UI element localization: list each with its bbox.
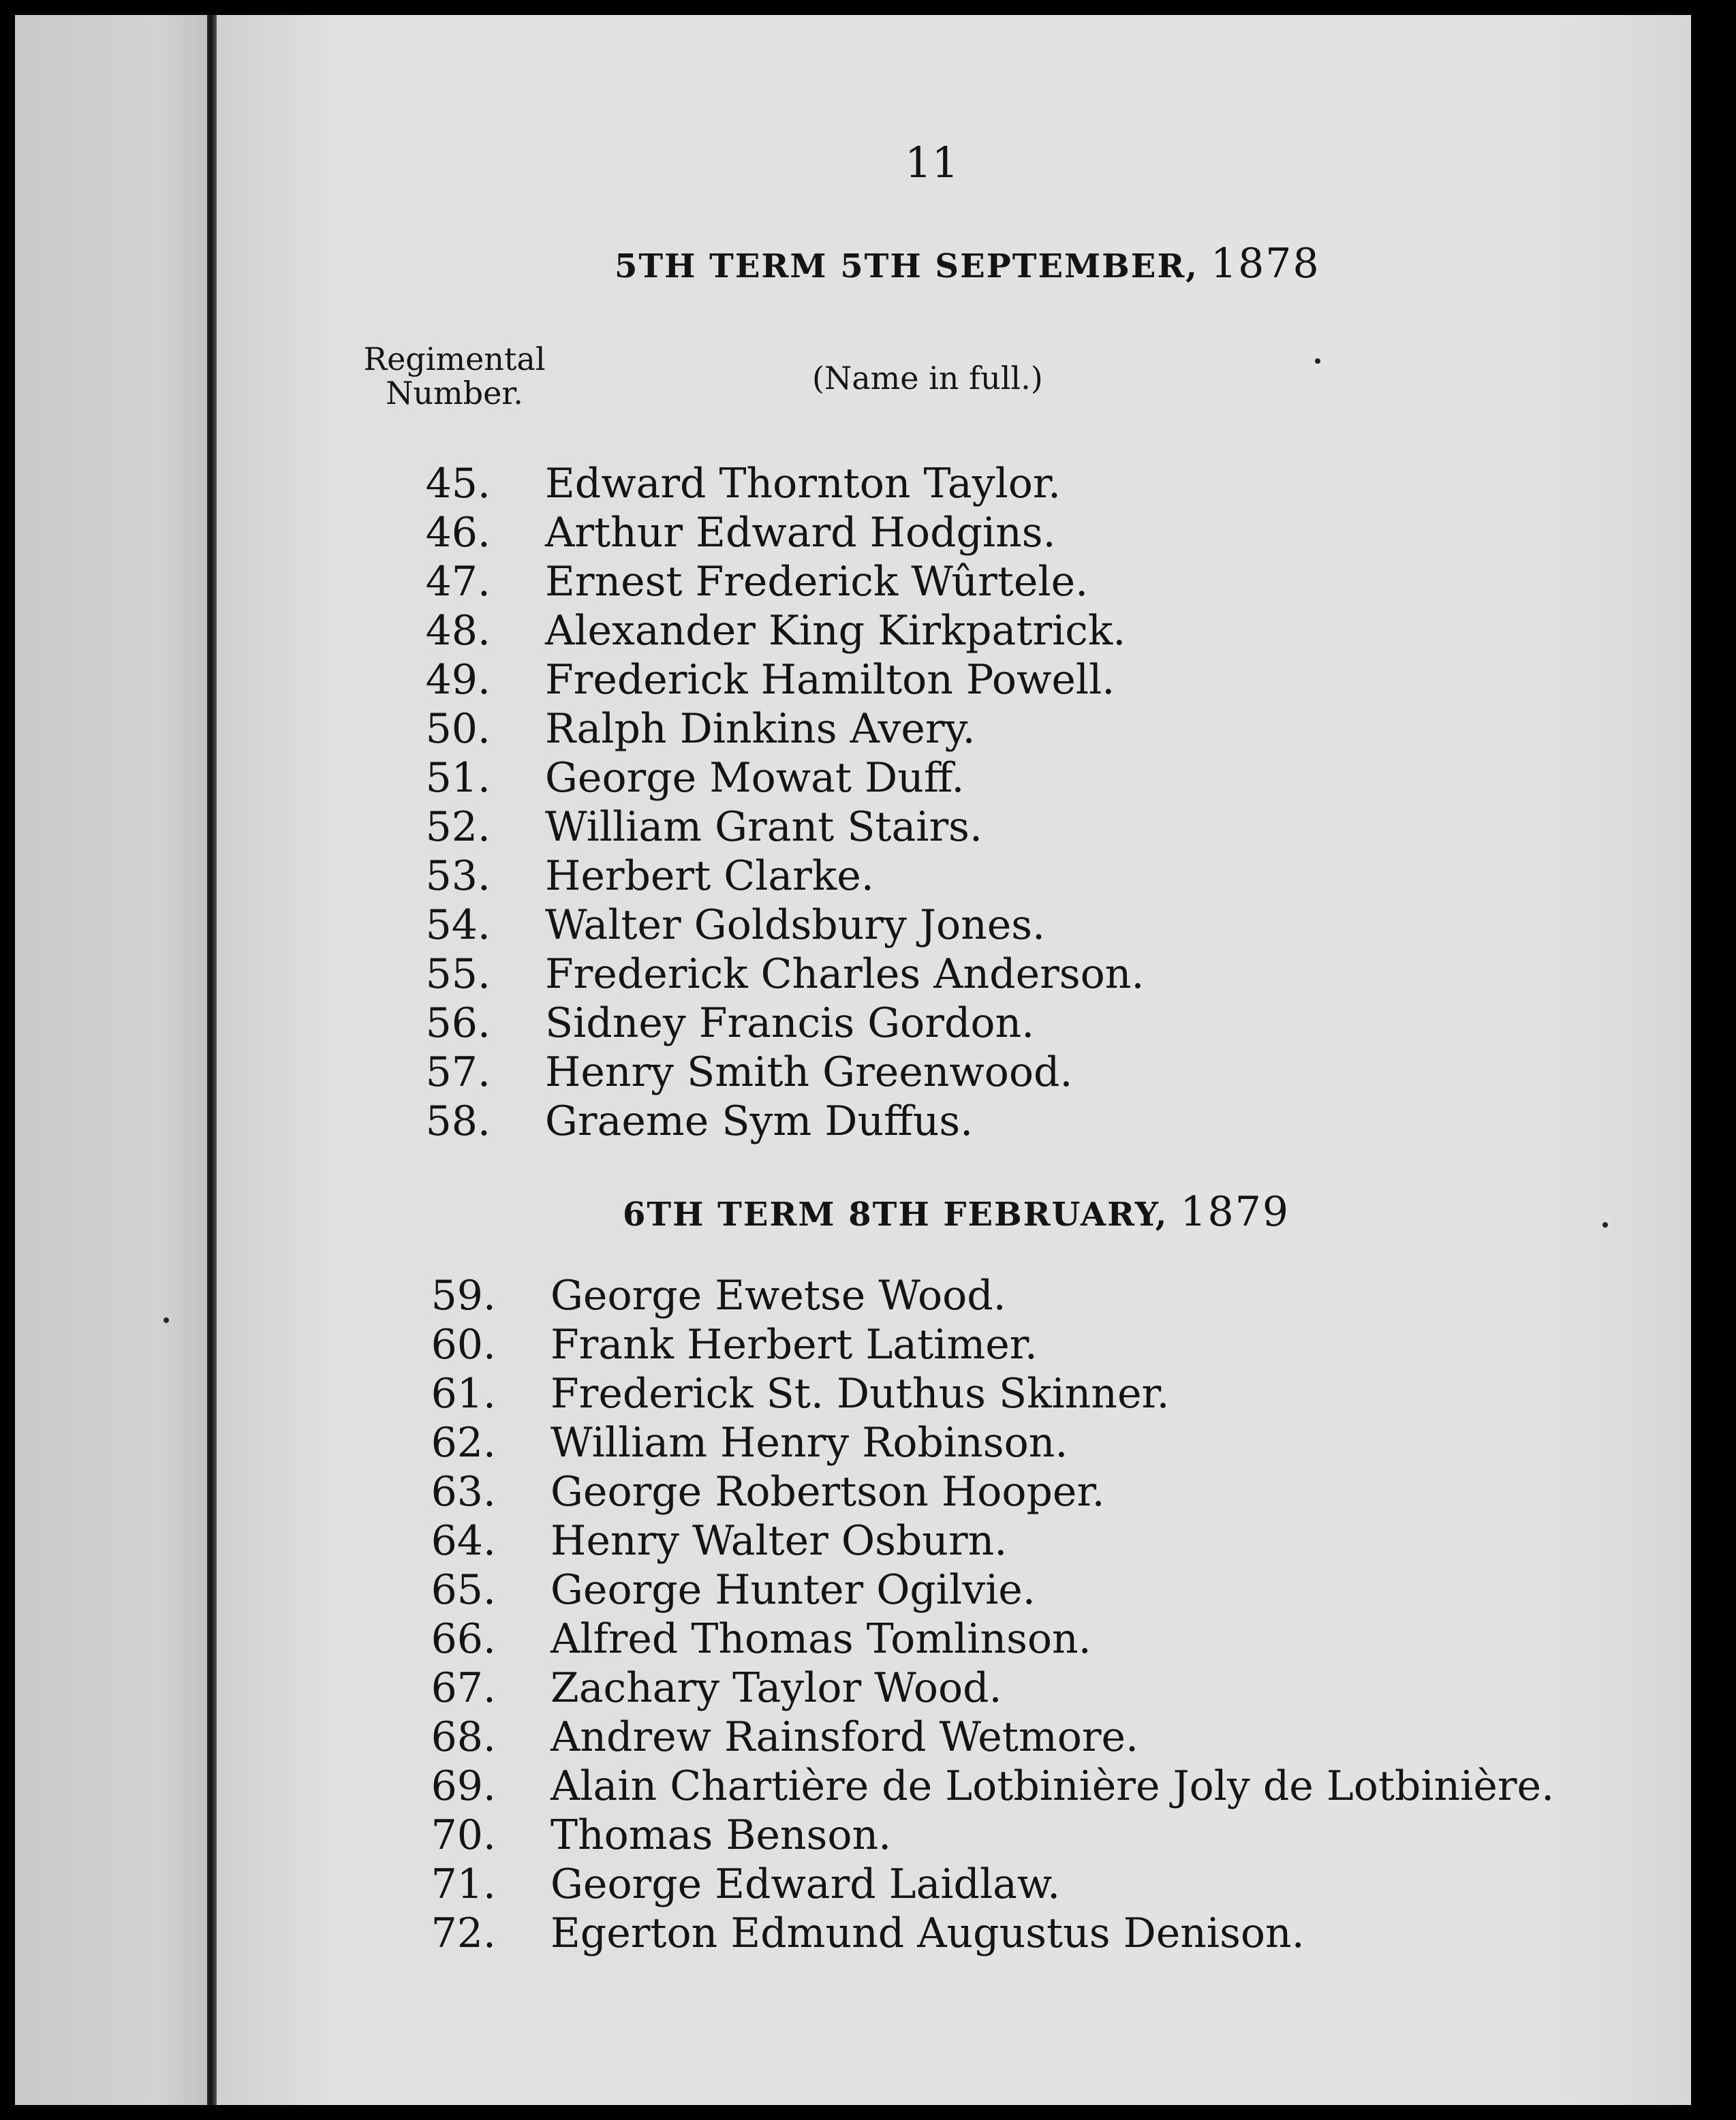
- book-gutter: [207, 15, 217, 2105]
- cadet-name: Henry Walter Osburn.: [551, 1517, 1008, 1565]
- regimental-number: 52.: [425, 803, 491, 851]
- cadet-name: Zachary Taylor Wood.: [551, 1664, 1002, 1712]
- regimental-number: 71.: [431, 1860, 496, 1908]
- regimental-number: 61.: [431, 1370, 496, 1418]
- regimental-number: 54.: [425, 901, 491, 949]
- cadet-name: William Grant Stairs.: [545, 803, 983, 851]
- regimental-number: 72.: [431, 1909, 496, 1957]
- paper-speck: [1602, 1222, 1608, 1228]
- cadet-name: Frederick St. Duthus Skinner.: [551, 1370, 1170, 1418]
- cadet-name: Frank Herbert Latimer.: [551, 1321, 1038, 1369]
- cadet-name: Henry Smith Greenwood.: [545, 1048, 1073, 1096]
- cadet-name: Ralph Dinkins Avery.: [545, 705, 976, 753]
- cadet-name: Herbert Clarke.: [545, 852, 874, 900]
- left-page-edge: [15, 15, 217, 2105]
- regimental-number: 51.: [425, 754, 491, 802]
- cadet-name: Edward Thornton Taylor.: [545, 460, 1061, 508]
- regimental-number: 63.: [431, 1468, 496, 1516]
- cadet-name: Walter Goldsbury Jones.: [545, 901, 1046, 949]
- cadet-name: George Robertson Hooper.: [551, 1468, 1105, 1516]
- cadet-name: Graeme Sym Duffus.: [545, 1097, 974, 1145]
- regimental-number: 57.: [425, 1048, 491, 1096]
- section-heading-5th-term: [615, 240, 1320, 287]
- cadet-name: Alfred Thomas Tomlinson.: [551, 1615, 1091, 1663]
- cadet-name: Sidney Francis Gordon.: [545, 999, 1035, 1047]
- cadet-name: Arthur Edward Hodgins.: [545, 509, 1056, 557]
- cadet-name: Alain Chartière de Lotbinière Joly de Lotbinière.: [551, 1762, 1555, 1810]
- regimental-number: 47.: [425, 558, 491, 606]
- scanned-page: [15, 15, 1691, 2105]
- regimental-number: 60.: [431, 1321, 496, 1369]
- regimental-number: 67.: [431, 1664, 496, 1712]
- cadet-name: Frederick Charles Anderson.: [545, 950, 1145, 998]
- name-column-header: (Name in full.): [812, 360, 1043, 396]
- section-heading-text: 6TH TERM 8TH FEBRUARY,: [623, 1196, 1168, 1234]
- cadet-name: Egerton Edmund Augustus Denison.: [551, 1909, 1305, 1957]
- cadet-name: George Mowat Duff.: [545, 754, 965, 802]
- section-year: 1879: [1180, 1188, 1290, 1236]
- cadet-name: George Ewetse Wood.: [551, 1272, 1006, 1320]
- paper-speck: [164, 1318, 169, 1323]
- cadet-name: Ernest Frederick Wûrtele.: [545, 558, 1089, 606]
- regimental-number: 59.: [431, 1272, 496, 1320]
- regimental-number: 55.: [425, 950, 491, 998]
- regimental-number: 53.: [425, 852, 491, 900]
- regimental-number: 62.: [431, 1419, 496, 1467]
- section-year: 1878: [1210, 240, 1320, 287]
- section-heading-text: 5TH TERM 5TH SEPTEMBER,: [615, 247, 1198, 285]
- regimental-number: 70.: [431, 1811, 496, 1859]
- regimental-number: 69.: [431, 1762, 496, 1810]
- regimental-number: 66.: [431, 1615, 496, 1663]
- regimental-number: 48.: [425, 607, 491, 655]
- regimental-number-header: Regimental Number.: [363, 341, 546, 411]
- section-heading-6th-term: [623, 1188, 1290, 1236]
- cadet-name: George Edward Laidlaw.: [551, 1860, 1061, 1908]
- regimental-number: 65.: [431, 1566, 496, 1614]
- cadet-name: Thomas Benson.: [551, 1811, 892, 1859]
- regimental-number: 45.: [425, 460, 491, 508]
- cadet-name: Frederick Hamilton Powell.: [545, 656, 1115, 704]
- regimental-number: 68.: [431, 1713, 496, 1761]
- cadet-name: Alexander King Kirkpatrick.: [545, 607, 1126, 655]
- regimental-number: 49.: [425, 656, 491, 704]
- regimental-number: 56.: [425, 999, 491, 1047]
- regimental-number: 58.: [425, 1097, 491, 1145]
- cadet-name: George Hunter Ogilvie.: [551, 1566, 1036, 1614]
- regimental-number: 46.: [425, 509, 491, 557]
- cadet-name: William Henry Robinson.: [551, 1419, 1068, 1467]
- cadet-name: Andrew Rainsford Wetmore.: [551, 1713, 1139, 1761]
- page-number: 11: [905, 138, 959, 187]
- regimental-number: 64.: [431, 1517, 496, 1565]
- paper-speck: [1315, 358, 1320, 364]
- regimental-number: 50.: [425, 705, 491, 753]
